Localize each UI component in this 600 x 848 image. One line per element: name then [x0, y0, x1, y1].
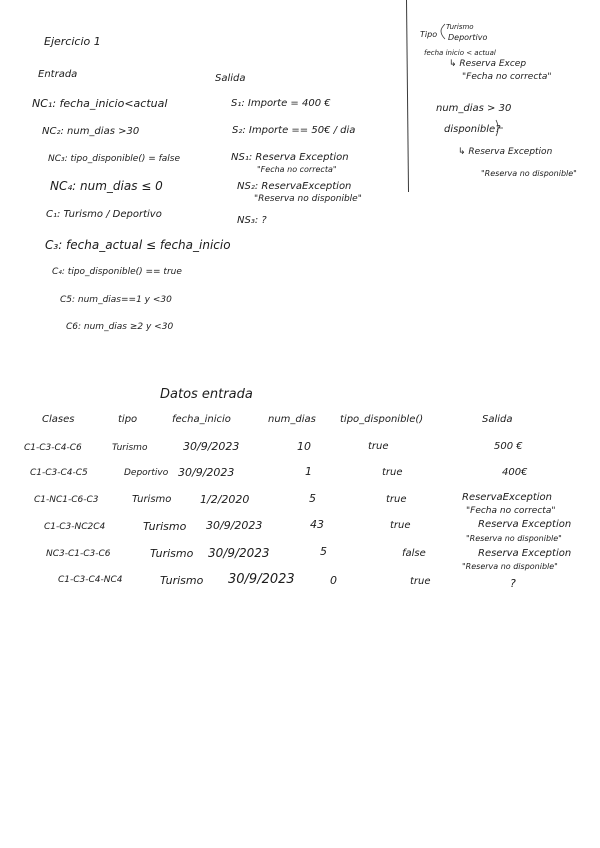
table-row-2-tipo: Deportivo	[124, 468, 169, 478]
table-row-4-salida-msg: "Reserva no disponible"	[466, 534, 562, 543]
table-row-4-disp: true	[390, 520, 411, 531]
class-c6: C6: num_dias ≥2 y <30	[66, 322, 174, 332]
table-row-5-tipo: Turismo	[150, 547, 194, 560]
class-nc3: NC₃: tipo_disponible() = false	[48, 154, 181, 164]
salida-ns1-msg: "Fecha no correcta"	[257, 165, 337, 174]
class-nc2: NC₂: num_dias >30	[42, 126, 140, 137]
col-salida: Salida	[482, 414, 513, 425]
table-row-5-salida: Reserva Exception	[478, 548, 572, 559]
col-clases: Clases	[42, 414, 75, 425]
diagram-fecha-exc: ↳ Reserva Excep	[449, 59, 527, 69]
table-row-5-salida-msg: "Reserva no disponible"	[462, 562, 558, 571]
diagram-fecha-msg: "Fecha no correcta"	[462, 72, 552, 82]
diagram-fecha: fecha inicio < actual	[424, 49, 496, 57]
col-num-dias: num_dias	[268, 414, 316, 425]
table-row-1-disp: true	[368, 441, 389, 452]
diagram-disp-exc: ↳ Reserva Exception	[458, 147, 553, 157]
table-row-3-dias: 5	[309, 492, 316, 505]
table-title: Datos entrada	[160, 387, 253, 402]
table-row-3-tipo: Turismo	[132, 494, 172, 505]
table-row-1-tipo: Turismo	[112, 443, 148, 453]
diagram-tipo-opt2: Deportivo	[448, 33, 488, 42]
class-c5: C5: num_dias==1 y <30	[60, 295, 172, 305]
class-c1: C₁: Turismo / Deportivo	[46, 209, 162, 220]
class-c4: C₄: tipo_disponible() == true	[52, 267, 182, 277]
table-row-2-salida: 400€	[502, 467, 528, 478]
table-row-6-disp: true	[410, 576, 431, 587]
diagram-tipo-opt1: Turismo	[446, 23, 474, 31]
salida-ns3: NS₃: ?	[237, 215, 267, 226]
table-row-6-tipo: Turismo	[160, 574, 204, 587]
table-row-4-clases: C1-C3-NC2C4	[44, 522, 106, 532]
table-row-6-salida: ?	[510, 577, 516, 590]
table-row-6-fecha: 30/9/2023	[228, 572, 295, 587]
diagram-tipo: Tipo	[420, 30, 438, 39]
diagram-dias: num_dias > 30	[436, 103, 512, 114]
table-row-5-dias: 5	[320, 545, 327, 558]
table-row-3-clases: C1-NC1-C6-C3	[34, 495, 99, 505]
salida-heading: Salida	[215, 73, 246, 84]
page-title: Ejercicio 1	[44, 35, 101, 48]
salida-ns1: NS₁: Reserva Exception	[231, 152, 349, 163]
salida-s1: S₁: Importe = 400 €	[231, 98, 331, 109]
table-row-4-salida: Reserva Exception	[478, 519, 572, 530]
table-row-1-fecha: 30/9/2023	[183, 440, 240, 453]
table-row-3-salida-msg: "Fecha no correcta"	[466, 506, 556, 516]
table-row-3-fecha: 1/2/2020	[200, 493, 250, 506]
salida-ns2: NS₂: ReservaException	[237, 181, 352, 192]
table-row-5-clases: NC3-C1-C3-C6	[46, 549, 111, 559]
table-row-1-dias: 10	[297, 440, 311, 453]
salida-s2: S₂: Importe == 50€ / dia	[232, 125, 356, 136]
table-row-1-clases: C1-C3-C4-C6	[24, 443, 82, 453]
table-row-5-fecha: 30/9/2023	[208, 546, 270, 560]
table-row-3-salida: ReservaException	[462, 492, 553, 503]
salida-ns2-msg: "Reserva no disponible"	[254, 194, 362, 204]
class-nc1: NC₁: fecha_inicio<actual	[32, 97, 168, 110]
class-c3: C₃: fecha_actual ≤ fecha_inicio	[45, 238, 231, 252]
table-row-4-dias: 43	[310, 518, 324, 531]
table-row-2-disp: true	[382, 467, 403, 478]
col-tipo: tipo	[118, 414, 138, 425]
table-row-6-dias: 0	[330, 574, 337, 587]
table-row-2-clases: C1-C3-C4-C5	[30, 468, 88, 478]
entrada-heading: Entrada	[38, 69, 78, 80]
table-row-2-fecha: 30/9/2023	[178, 466, 235, 479]
diagram-disponible: disponible?	[444, 124, 501, 135]
class-nc4: NC₄: num_dias ≤ 0	[50, 179, 163, 193]
table-row-1-salida: 500 €	[494, 441, 523, 452]
col-fecha-inicio: fecha_inicio	[172, 414, 231, 425]
table-row-4-tipo: Turismo	[143, 520, 187, 533]
table-row-3-disp: true	[386, 494, 407, 505]
table-row-2-dias: 1	[305, 465, 312, 478]
col-tipo-disponible: tipo_disponible()	[340, 414, 424, 425]
table-row-4-fecha: 30/9/2023	[206, 519, 263, 532]
table-row-5-disp: false	[402, 548, 426, 559]
table-row-6-clases: C1-C3-C4-NC4	[58, 575, 123, 585]
diagram-disp-msg: "Reserva no disponible"	[481, 169, 577, 178]
